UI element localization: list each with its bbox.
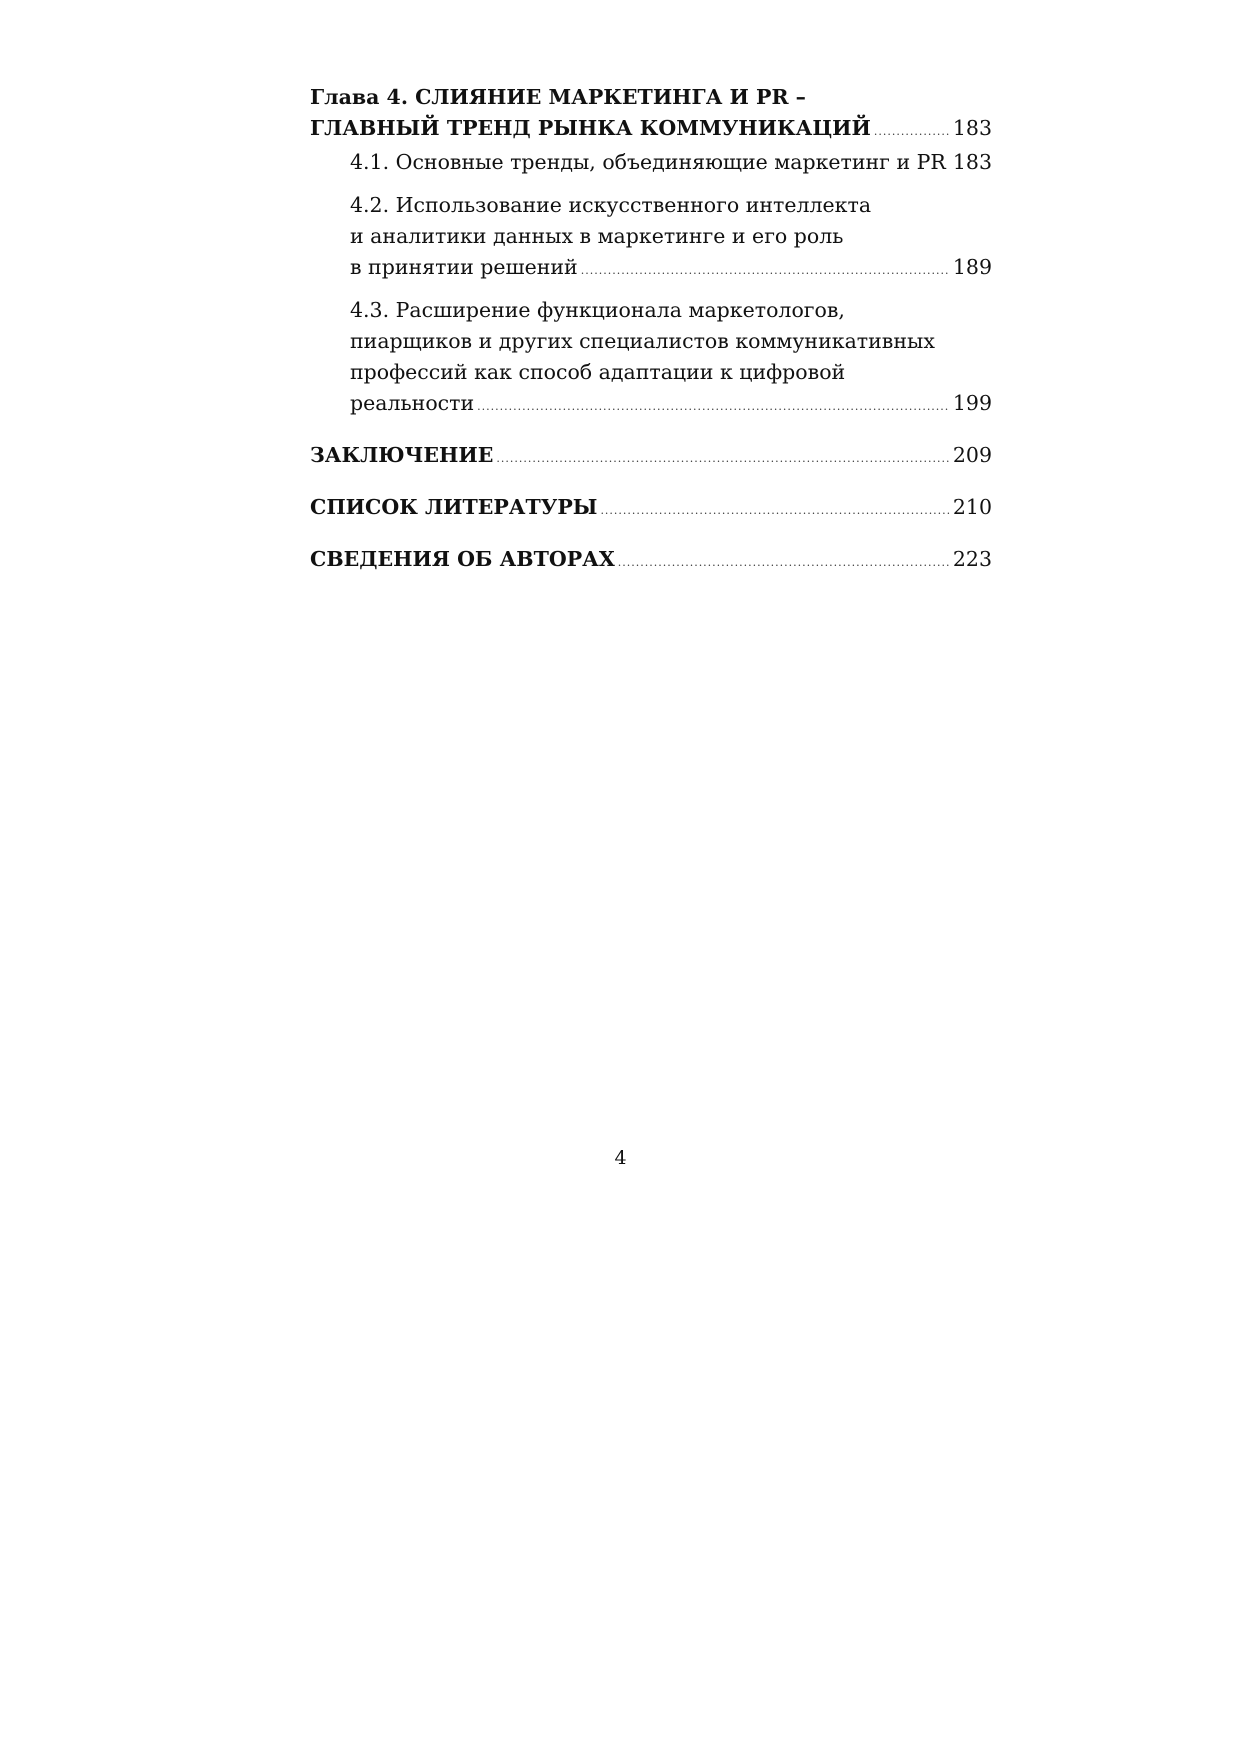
entry-4-2-line2: и аналитики данных в маркетинге и его роль bbox=[350, 224, 844, 248]
table-of-contents bbox=[310, 82, 992, 578]
dot-leader bbox=[949, 150, 950, 181]
page-ref: 209 bbox=[952, 443, 992, 467]
dot-leader bbox=[581, 255, 950, 286]
entry-text: ЗАКЛЮЧЕНИЕ bbox=[310, 443, 494, 467]
dot-leader bbox=[496, 443, 950, 474]
dot-leader bbox=[600, 495, 949, 526]
chapter4-title-line2: ГЛАВНЫЙ ТРЕНД РЫНКА КОММУНИКАЦИЙ bbox=[310, 116, 871, 140]
toc-entry-authors[interactable] bbox=[310, 544, 992, 578]
toc-entry-chapter4[interactable] bbox=[310, 113, 992, 147]
toc-entry-4-2[interactable] bbox=[310, 252, 992, 286]
toc-entry-4-3[interactable] bbox=[310, 388, 992, 422]
dot-leader bbox=[874, 116, 950, 147]
dot-leader bbox=[477, 391, 950, 422]
chapter4-title-line1: Глава 4. СЛИЯНИЕ МАРКЕТИНГА И PR – bbox=[310, 85, 806, 109]
page-ref: 223 bbox=[952, 547, 992, 571]
page-ref: 210 bbox=[952, 495, 992, 519]
entry-text: в принятии решений bbox=[350, 255, 578, 279]
dot-leader bbox=[618, 547, 950, 578]
page-ref: 183 bbox=[952, 116, 992, 140]
entry-4-2-line1: 4.2. Использование искусственного интеллекта bbox=[350, 193, 872, 217]
page-ref: 189 bbox=[952, 255, 992, 279]
page-number: 4 bbox=[614, 1147, 627, 1169]
entry-text: 4.1. Основные тренды, объединяющие маркетинг и PR bbox=[350, 150, 946, 174]
toc-entry-references[interactable] bbox=[310, 492, 992, 526]
entry-4-3-line2: пиарщиков и других специалистов коммуникативных bbox=[350, 329, 935, 353]
entry-4-3-line3: профессий как способ адаптации к цифровой bbox=[350, 360, 846, 384]
entry-text: реальности bbox=[350, 391, 475, 415]
toc-entry-conclusion[interactable] bbox=[310, 440, 992, 474]
page-ref: 199 bbox=[952, 391, 992, 415]
entry-text: СПИСОК ЛИТЕРАТУРЫ bbox=[310, 495, 598, 519]
toc-entry-4-1[interactable] bbox=[310, 147, 992, 181]
entry-text: СВЕДЕНИЯ ОБ АВТОРАХ bbox=[310, 547, 615, 571]
page-ref: 183 bbox=[952, 150, 992, 174]
entry-4-3-line1: 4.3. Расширение функционала маркетологов, bbox=[350, 298, 845, 322]
